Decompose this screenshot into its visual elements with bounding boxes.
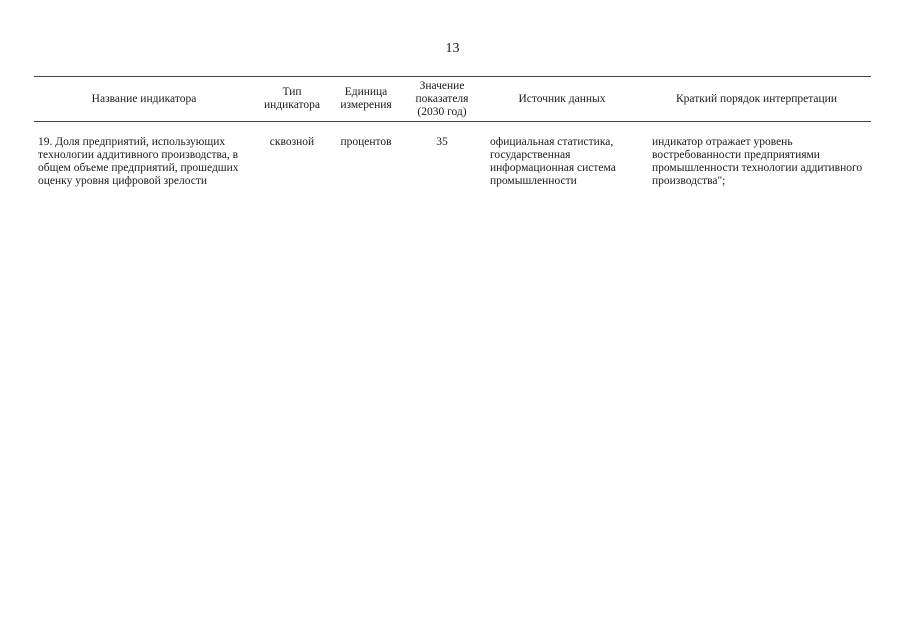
indicator-name-text: 19. Доля предприятий, использующих технологии аддитивного производства, в общем объеме предприятий, прошедших оценку уровня цифровой зрелости [38, 136, 239, 187]
indicator-type-text: сквозной [269, 136, 315, 148]
header-unit: Единица измерения [330, 77, 402, 122]
cell-unit [330, 122, 402, 189]
cell-indicator-type [254, 122, 330, 189]
page-number: 13 [445, 41, 460, 56]
header-indicator-type: Тип индикатора [254, 77, 330, 122]
header-value-2030: Значение показателя (2030 год) [402, 77, 482, 122]
cell-interpretation [642, 122, 871, 189]
unit-text: процентов [340, 136, 392, 148]
header-data-source: Источник данных [482, 77, 642, 122]
table-body [34, 122, 871, 189]
header-indicator-name: Название индикатора [34, 77, 254, 122]
data-source-text: официальная статистика, государственная информационная система промышленности [490, 136, 616, 187]
cell-value-2030 [402, 122, 482, 189]
indicators-table [34, 76, 871, 188]
cell-data-source [482, 122, 642, 189]
value-text: 35 [436, 136, 448, 148]
header-interpretation: Краткий порядок интерпретации [642, 77, 871, 122]
table-header-row [34, 77, 871, 122]
interpretation-text: индикатор отражает уровень востребованности предприятиями промышленности технологии аддитивного производства"; [652, 136, 863, 187]
table-row [34, 122, 871, 189]
cell-indicator-name [34, 122, 254, 189]
table-header [34, 77, 871, 122]
